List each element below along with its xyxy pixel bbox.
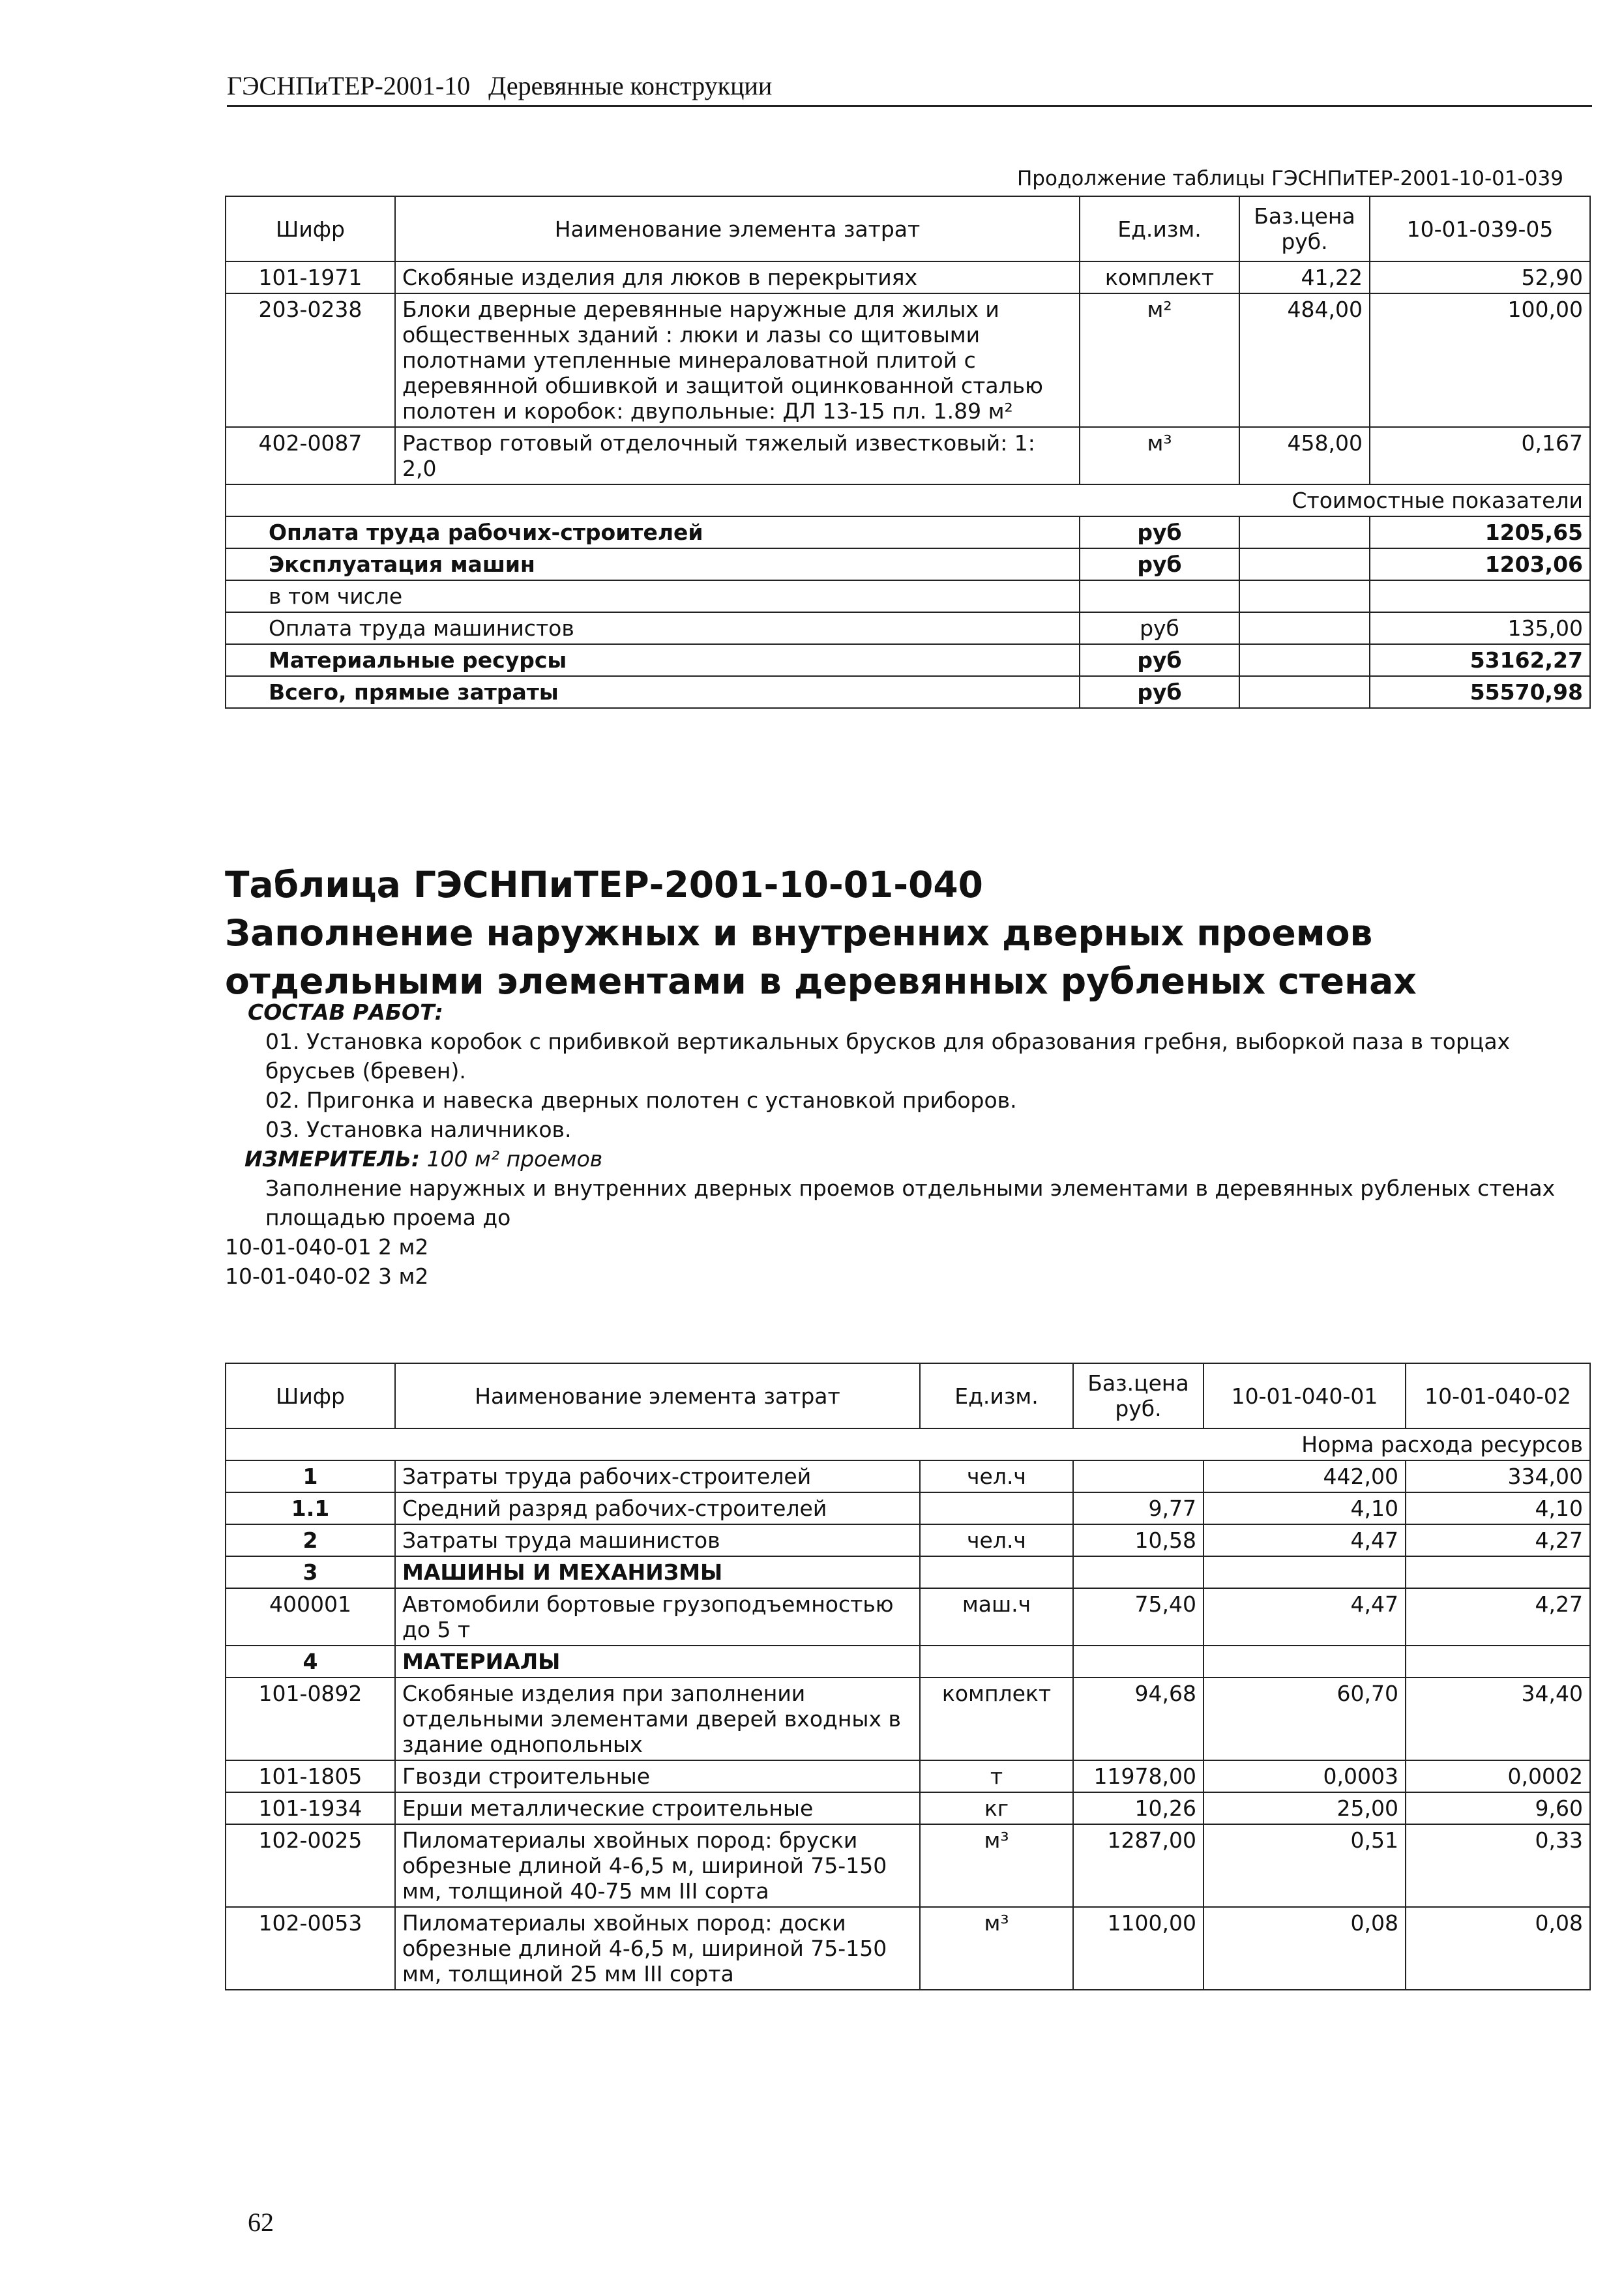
cost-header-row (226, 484, 1590, 516)
value-cell: 334,00 (1406, 1460, 1590, 1492)
value-cell: 0,08 (1203, 1907, 1406, 1990)
code-cell: 102-0053 (226, 1907, 395, 1990)
name-cell: МАШИНЫ И МЕХАНИЗМЫ (395, 1556, 920, 1588)
price-cell: 10,26 (1073, 1792, 1203, 1824)
cost-name: в том числе (226, 580, 1080, 612)
cost-name: Всего, прямые затраты (226, 676, 1080, 708)
unit-cell: чел.ч (920, 1460, 1073, 1492)
value-cell: 25,00 (1203, 1792, 1406, 1824)
cost-row (226, 612, 1590, 644)
code-cell: 102-0025 (226, 1824, 395, 1907)
cost-unit: руб (1080, 612, 1239, 644)
unit-cell (920, 1556, 1073, 1588)
price-cell (1073, 1556, 1203, 1588)
cost-name: Материальные ресурсы (226, 644, 1080, 676)
unit-cell: м³ (1080, 427, 1239, 484)
table-title: Таблица ГЭСНПиТЕР-2001-10-01-040 Заполнение наружных и внутренних дверных проемов отдельными элементами в деревянных рубленых стенах (225, 864, 1417, 1002)
value-cell: 442,00 (1203, 1460, 1406, 1492)
price-cell: 75,40 (1073, 1588, 1203, 1646)
code-cell: 101-1934 (226, 1792, 395, 1824)
price-cell: 9,77 (1073, 1492, 1203, 1524)
table-row (226, 1678, 1590, 1760)
column-header: Ед.изм. (920, 1363, 1073, 1428)
price-cell: 41,22 (1239, 261, 1370, 293)
cost-empty (1239, 644, 1370, 676)
work-item: 02. Пригонка и навеска дверных полотен с установкой приборов. (265, 1087, 1017, 1113)
table-row (226, 1460, 1590, 1492)
meter-value: 100 м² проемов (426, 1146, 603, 1172)
unit-cell: м³ (920, 1907, 1073, 1990)
cost-value: 55570,98 (1370, 676, 1590, 708)
table-row (226, 1792, 1590, 1824)
name-cell: Гвозди строительные (395, 1760, 920, 1792)
name-cell: Ерши металлические строительные (395, 1792, 920, 1824)
cost-value: 53162,27 (1370, 644, 1590, 676)
cost-unit: руб (1080, 516, 1239, 548)
cost-name: Оплата труда машинистов (226, 612, 1080, 644)
name-cell: Пиломатериалы хвойных пород: доски обрезные длиной 4-6,5 м, шириной 75-150 мм, толщиной 25 мм III сорта (395, 1907, 920, 1990)
price-cell: 11978,00 (1073, 1760, 1203, 1792)
name-cell: Затраты труда машинистов (395, 1524, 920, 1556)
unit-cell: маш.ч (920, 1588, 1073, 1646)
header-title: Деревянные конструкции (488, 71, 773, 100)
cost-value: 135,00 (1370, 612, 1590, 644)
code-cell: 1.1 (226, 1492, 395, 1524)
cost-unit: руб (1080, 548, 1239, 580)
work-item: 01. Установка коробок с прибивкой вертикальных брусков для образования гребня, выборкой паза в торцах брусьев (бревен). (265, 1029, 1511, 1084)
column-header: Шифр (226, 196, 395, 261)
value-cell: 4,10 (1203, 1492, 1406, 1524)
code-cell: 3 (226, 1556, 395, 1588)
table-row (226, 293, 1590, 427)
value-cell: 0,08 (1406, 1907, 1590, 1990)
cost-unit: руб (1080, 676, 1239, 708)
name-cell: Скобяные изделия для люков в перекрытиях (395, 261, 1080, 293)
cost-empty (1239, 612, 1370, 644)
name-cell: МАТЕРИАЛЫ (395, 1646, 920, 1678)
column-header: Баз.цена руб. (1073, 1363, 1203, 1428)
value-cell: 9,60 (1406, 1792, 1590, 1824)
value-cell: 0,167 (1370, 427, 1590, 484)
unit-cell: т (920, 1760, 1073, 1792)
name-cell: Раствор готовый отделочный тяжелый известковый: 1: 2,0 (395, 427, 1080, 484)
unit-cell: чел.ч (920, 1524, 1073, 1556)
code-cell: 4 (226, 1646, 395, 1678)
column-header: 10-01-040-02 (1406, 1363, 1590, 1428)
value-cell (1203, 1556, 1406, 1588)
code-cell: 402-0087 (226, 427, 395, 484)
cost-empty (1239, 676, 1370, 708)
column-header: Шифр (226, 1363, 395, 1428)
column-header: Баз.цена руб. (1239, 196, 1370, 261)
column-header: Ед.изм. (1080, 196, 1239, 261)
code-cell: 203-0238 (226, 293, 395, 427)
value-cell (1203, 1646, 1406, 1678)
code-cell: 400001 (226, 1588, 395, 1646)
cost-value: 1203,06 (1370, 548, 1590, 580)
value-cell: 0,51 (1203, 1824, 1406, 1907)
cost-unit (1080, 580, 1239, 612)
price-cell: 1287,00 (1073, 1824, 1203, 1907)
unit-cell: кг (920, 1792, 1073, 1824)
table-row (226, 1824, 1590, 1907)
norm-label: Норма расхода ресурсов (226, 1428, 1590, 1460)
price-cell: 484,00 (1239, 293, 1370, 427)
cost-name: Оплата труда рабочих-строителей (226, 516, 1080, 548)
table-row (226, 1556, 1590, 1588)
price-cell: 10,58 (1073, 1524, 1203, 1556)
cost-row (226, 580, 1590, 612)
cost-unit: руб (1080, 644, 1239, 676)
page-number: 62 (248, 2208, 274, 2237)
cost-row (226, 676, 1590, 708)
code-cell: 2 (226, 1524, 395, 1556)
table-row (226, 427, 1590, 484)
unit-cell (920, 1492, 1073, 1524)
name-cell: Блоки дверные деревянные наружные для жилых и общественных зданий : люки и лазы со щитовыми полотнами утепленные минераловатной плитой с деревянной обшивкой и защитой оцинкованной сталью полотен и коробок: двупольные: ДЛ 13-15 пл. 1.89 м² (395, 293, 1080, 427)
value-cell: 4,10 (1406, 1492, 1590, 1524)
norm-header-row (226, 1428, 1590, 1460)
cost-row (226, 516, 1590, 548)
unit-cell: м² (1080, 293, 1239, 427)
cost-empty (1239, 516, 1370, 548)
page-header (227, 70, 1592, 107)
value-cell: 4,47 (1203, 1588, 1406, 1646)
cost-name: Эксплуатация машин (226, 548, 1080, 580)
column-header: Наименование элемента затрат (395, 196, 1080, 261)
table-row (226, 1492, 1590, 1524)
name-cell: Средний разряд рабочих-строителей (395, 1492, 920, 1524)
table-040 (225, 1363, 1591, 1990)
unit-cell: м³ (920, 1824, 1073, 1907)
cost-label: Стоимостные показатели (226, 484, 1590, 516)
value-cell: 0,33 (1406, 1824, 1590, 1907)
value-cell: 52,90 (1370, 261, 1590, 293)
column-header: 10-01-039-05 (1370, 196, 1590, 261)
value-cell (1406, 1556, 1590, 1588)
price-cell (1073, 1646, 1203, 1678)
value-cell: 34,40 (1406, 1678, 1590, 1760)
work-item: 03. Установка наличников. (265, 1117, 572, 1142)
unit-cell (920, 1646, 1073, 1678)
table-row (226, 1760, 1590, 1792)
name-cell: Автомобили бортовые грузоподъемностью до 5 т (395, 1588, 920, 1646)
value-cell: 4,27 (1406, 1524, 1590, 1556)
column-header: Наименование элемента затрат (395, 1363, 920, 1428)
cost-empty (1239, 548, 1370, 580)
table-row (226, 1646, 1590, 1678)
cost-row (226, 548, 1590, 580)
value-cell: 0,0002 (1406, 1760, 1590, 1792)
cost-value (1370, 580, 1590, 612)
name-cell: Затраты труда рабочих-строителей (395, 1460, 920, 1492)
continuation-label: Продолжение таблицы ГЭСНПиТЕР-2001-10-01-039 (1017, 167, 1563, 190)
variant-item: 10-01-040-02 3 м2 (225, 1264, 429, 1289)
code-cell: 101-1805 (226, 1760, 395, 1792)
table-row (226, 261, 1590, 293)
value-cell: 100,00 (1370, 293, 1590, 427)
table-row (226, 1524, 1590, 1556)
price-cell (1073, 1460, 1203, 1492)
price-cell: 458,00 (1239, 427, 1370, 484)
cost-empty (1239, 580, 1370, 612)
name-cell: Скобяные изделия при заполнении отдельными элементами дверей входных в здание однопольных (395, 1678, 920, 1760)
code-cell: 101-1971 (226, 261, 395, 293)
price-cell: 94,68 (1073, 1678, 1203, 1760)
meter-label: ИЗМЕРИТЕЛЬ: (244, 1146, 421, 1172)
work-section (225, 998, 1594, 1291)
code-cell: 1 (226, 1460, 395, 1492)
name-cell: Пиломатериалы хвойных пород: бруски обрезные длиной 4-6,5 м, шириной 75-150 мм, толщиной 40-75 мм III сорта (395, 1824, 920, 1907)
column-header: 10-01-040-01 (1203, 1363, 1406, 1428)
unit-cell: комплект (920, 1678, 1073, 1760)
value-cell: 4,27 (1406, 1588, 1590, 1646)
header-code: ГЭСНПиТЕР-2001-10 (227, 71, 471, 100)
code-cell: 101-0892 (226, 1678, 395, 1760)
table-row (226, 1588, 1590, 1646)
cost-value: 1205,65 (1370, 516, 1590, 548)
unit-cell: комплект (1080, 261, 1239, 293)
cost-row (226, 644, 1590, 676)
value-cell: 60,70 (1203, 1678, 1406, 1760)
work-label: СОСТАВ РАБОТ: (248, 999, 443, 1025)
table-row (226, 1907, 1590, 1990)
table-039 (225, 196, 1591, 709)
description: Заполнение наружных и внутренних дверных проемов отдельными элементами в деревянных рубленых стенах площадью проема до (265, 1175, 1556, 1230)
variant-item: 10-01-040-01 2 м2 (225, 1234, 429, 1260)
value-cell: 4,47 (1203, 1524, 1406, 1556)
value-cell: 0,0003 (1203, 1760, 1406, 1792)
value-cell (1406, 1646, 1590, 1678)
price-cell: 1100,00 (1073, 1907, 1203, 1990)
